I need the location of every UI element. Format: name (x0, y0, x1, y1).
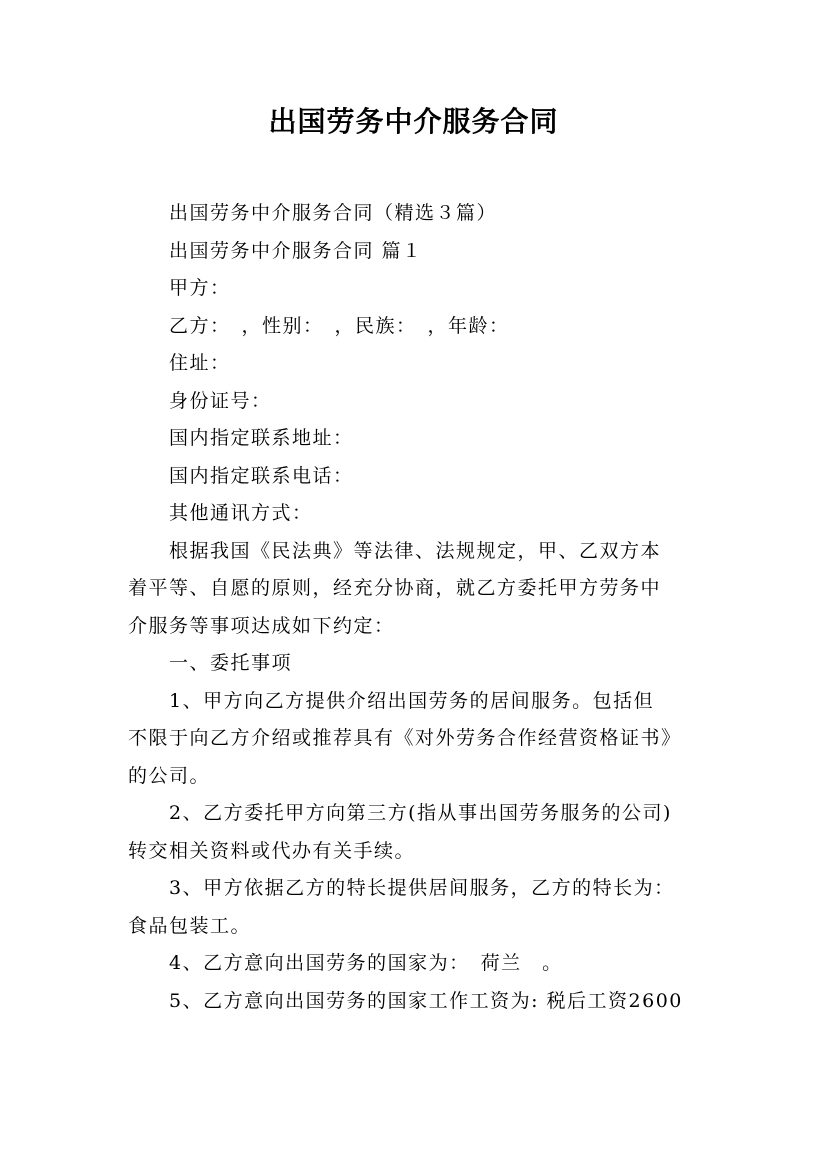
text-line: 国内指定联系地址： (169, 427, 354, 449)
paragraph-item-4 (128, 945, 728, 983)
paragraph-party-a (128, 270, 728, 308)
text-line: 其他通讯方式： (169, 502, 313, 524)
text-line: 一、委托事项 (169, 652, 293, 674)
text-line: 身份证号： (169, 389, 272, 412)
paragraph-item-5 (128, 983, 728, 1021)
text-line: 出国劳务中介服务合同（精选３篇） (169, 202, 498, 224)
paragraph-item-3 (128, 870, 728, 945)
paragraph-id-number (128, 383, 728, 421)
paragraph-contact-phone (128, 458, 728, 496)
document-body (128, 195, 728, 1020)
text-line: 根据我国《民法典》等法律、法规规定，甲、乙双方本 (169, 539, 662, 562)
text-line: 住址： (169, 352, 231, 374)
paragraph-section-heading (128, 645, 728, 683)
text-line: 不限于向乙方介绍或推荐具有《对外劳务合作经营资格证书》 (128, 727, 682, 749)
text-line: 着平等、自愿的原则，经充分协商，就乙方委托甲方劳务中 (128, 577, 662, 599)
document-title: 出国劳务中介服务合同 (268, 105, 559, 138)
paragraph-part-heading (128, 233, 728, 271)
text-line: 食品包装工。 (128, 914, 252, 937)
text-line: 乙方： ，性别： ，民族： ，年龄： (169, 314, 510, 337)
text-line: 介服务等事项达成如下约定： (128, 614, 395, 637)
paragraph-item-2 (128, 795, 728, 870)
text-line: 转交相关资料或代办有关手续。 (128, 839, 416, 862)
paragraph-party-b (128, 308, 728, 346)
text-line: 2、乙方委托甲方向第三方(指从事出国劳务服务的公司) (169, 802, 672, 824)
text-line: 4、乙方意向出国劳务的国家为： 荷兰 。 (169, 952, 563, 974)
paragraph-other-contact (128, 495, 728, 533)
paragraph-address (128, 345, 728, 383)
paragraph-item-1 (128, 683, 728, 796)
text-line: 1、甲方向乙方提供介绍出国劳务的居间服务。包括但 (169, 689, 655, 712)
text-line: 3、甲方依据乙方的特长提供居间服务，乙方的特长为： (169, 877, 675, 899)
paragraph-heading-selection (128, 195, 728, 233)
paragraph-preamble (128, 533, 728, 646)
text-line: 5、乙方意向出国劳务的国家工作工资为: 税后工资2600 (169, 989, 683, 1012)
text-line: 出国劳务中介服务合同 篇１ (169, 239, 423, 262)
text-line: 国内指定联系电话： (169, 464, 354, 487)
text-line: 甲方： (169, 277, 231, 299)
text-line: 的公司。 (128, 764, 211, 787)
paragraph-contact-address (128, 420, 728, 458)
